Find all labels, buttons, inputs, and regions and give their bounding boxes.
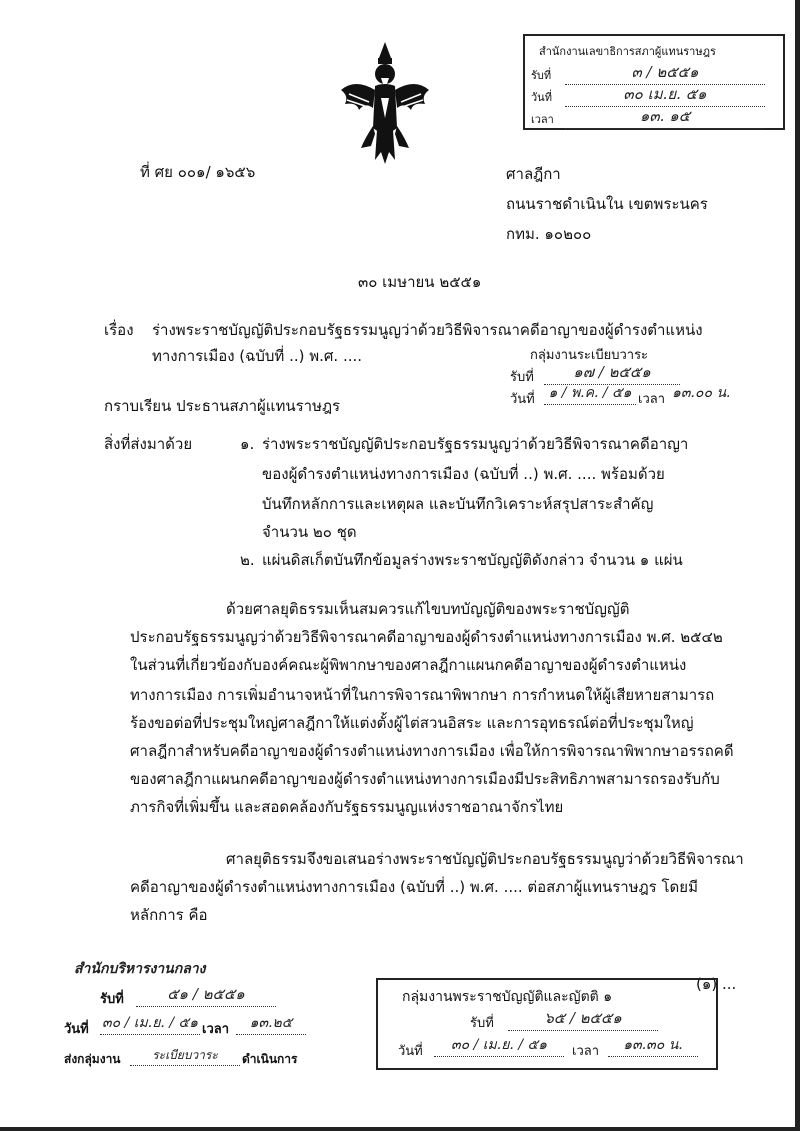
paragraph-1-line-3: ในส่วนที่เกี่ยวข้องกับองค์คณะผู้พิพากษาของศาลฎีกาแผนกคดีอาญาของผู้ดำรงตำแหน่ง (130, 656, 687, 674)
paragraph-1-line-2: ประกอบรัฐธรรมนูญว่าด้วยวิธีพิจารณาคดีอาญาของผู้ดำรงตำแหน่งทางการเมือง พ.ศ. ๒๕๔๒ (130, 628, 723, 646)
sender-line-2: ถนนราชดำเนินใน เขตพระนคร (506, 195, 708, 213)
br-date-label: วันที่ (398, 1044, 423, 1059)
paragraph-2-line-2: คดีอาญาของผู้ดำรงตำแหน่งทางการเมือง (ฉบับที่ ..) พ.ศ. .... ต่อสภาผู้แทนราษฎร โดยมี (130, 878, 698, 896)
stamp-date-value: ๓๐ เม.ย. ๕๑ (565, 82, 765, 107)
registry-time-label: เวลา (638, 392, 666, 407)
paragraph-2-line-1: ศาลยุติธรรมจึงขอเสนอร่างพระราชบัญญัติประกอบรัฐธรรมนูญว่าด้วยวิธีพิจารณา (226, 850, 744, 868)
br-stamp-title: กลุ่มงานพระราชบัญญัติและญัตติ ๑ (402, 989, 613, 1005)
bl-receive-label: รับที่ (100, 992, 124, 1007)
bl-action: ดำเนินการ (242, 1052, 298, 1066)
stamp-receive-value: ๓ / ๒๕๕๑ (565, 60, 765, 85)
paragraph-1-line-6: ศาลฎีกาสำหรับคดีอาญาของผู้ดำรงตำแหน่งทางการเมือง เพื่อให้การพิจารณาพิพากษาอรรถคดี (130, 742, 734, 760)
paragraph-1-line-8: ภารกิจที่เพิ่มขึ้น และสอดคล้องกับรัฐธรรมนูญแห่งราชอาณาจักรไทย (130, 798, 564, 816)
registry-stamp (510, 344, 731, 424)
stamp-time-value: ๑๓. ๑๕ (565, 104, 765, 129)
attachment-1-line-1: ร่างพระราชบัญญัติประกอบรัฐธรรมนูญว่าด้วยวิธีพิจารณาคดีอาญา (262, 435, 689, 453)
paragraph-1-line-5: ร้องขอต่อที่ประชุมใหญ่ศาลฎีกาให้แต่งตั้งผู้ไต่สวนอิสระ และการอุทธรณ์ต่อที่ประชุมใหญ่ (130, 714, 694, 732)
bl-date-value: ๓๐ / เม.ย. / ๕๑ (100, 1012, 200, 1035)
br-time-label: เวลา (572, 1044, 600, 1059)
stamp-date-label: วันที่ (531, 91, 552, 104)
stamp-title: สำนักงานเลขาธิการสภาผู้แทนราษฎร (539, 45, 716, 58)
continued-marker: (๑) ... (696, 975, 737, 993)
paragraph-1-line-1: ด้วยศาลยุติธรรมเห็นสมควรแก้ไขบทบัญญัติของพระราชบัญญัติ (226, 600, 630, 618)
br-date-value: ๓๐ / เม.ย. / ๕๑ (434, 1034, 564, 1057)
received-stamp-bottom-right (376, 978, 718, 1070)
garuda-emblem-icon (335, 38, 435, 168)
registry-receive-value: ๑๗ / ๒๕๕๑ (544, 360, 680, 385)
received-stamp-top (523, 34, 785, 130)
bl-time-label: เวลา (202, 1022, 230, 1037)
br-receive-label: รับที่ (470, 1016, 494, 1031)
reference-number: ที่ ศย ๐๐๑/ ๑๖๕๖ (140, 163, 256, 181)
attachment-1-line-4: จำนวน ๒๐ ชุด (262, 523, 357, 541)
attachment-1-number: ๑. (240, 435, 255, 453)
bl-forward-label: ส่งกลุ่มงาน (64, 1052, 121, 1066)
subject-line-2: ทางการเมือง (ฉบับที่ ..) พ.ศ. .... (152, 347, 363, 365)
subject-line-1: ร่างพระราชบัญญัติประกอบรัฐธรรมนูญว่าด้วยวิธีพิจารณาคดีอาญาของผู้ดำรงตำแหน่ง (152, 321, 703, 339)
paragraph-1-line-4: ทางการเมือง การเพิ่มอำนาจหน้าที่ในการพิจารณาพิพากษา การกำหนดให้ผู้เสียหายสามารถ (130, 686, 715, 704)
paragraph-2-line-3: หลักการ คือ (130, 906, 208, 924)
registry-receive-label: รับที่ (510, 370, 534, 385)
scan-border-bottom (0, 1127, 800, 1131)
sender-line-1: ศาลฎีกา (506, 165, 561, 183)
bl-time-value: ๑๓.๒๕ (236, 1012, 306, 1035)
attachment-1-line-3: บันทึกหลักการและเหตุผล และบันทึกวิเคราะห์สรุปสาระสำคัญ (262, 495, 654, 513)
attachments-label: สิ่งที่ส่งมาด้วย (104, 435, 193, 453)
letter-date: ๓๐ เมษายน ๒๕๕๑ (358, 273, 482, 291)
subject-label: เรื่อง (104, 321, 134, 339)
bl-date-label: วันที่ (64, 1022, 89, 1037)
paragraph-1-line-7: ของศาลฎีกาแผนกคดีอาญาของผู้ดำรงตำแหน่งทางการเมืองมีประสิทธิภาพสามารถรองรับกับ (130, 770, 720, 788)
registry-date-value: ๑ / พ.ค. / ๕๑ (544, 382, 636, 405)
br-receive-value: ๖๕ / ๒๕๕๑ (508, 1006, 658, 1031)
attachment-1-line-2: ของผู้ดำรงตำแหน่งทางการเมือง (ฉบับที่ ..) พ.ศ. .... พร้อมด้วย (262, 465, 665, 483)
scan-border-right (795, 0, 800, 1131)
stamp-receive-label: รับที่ (531, 69, 552, 82)
br-time-value: ๑๓.๓๐ น. (608, 1034, 698, 1057)
registry-title: กลุ่มงานระเบียบวาระ (530, 348, 649, 363)
attachment-2-number: ๒. (240, 551, 255, 569)
attachment-2-line-1: แผ่นดิสเก็ตบันทึกข้อมูลร่างพระราชบัญญัติดังกล่าว จำนวน ๑ แผ่น (262, 551, 683, 569)
salutation: กราบเรียน ประธานสภาผู้แทนราษฎร (104, 397, 341, 415)
bl-forward-value: ระเบียบวาระ (130, 1046, 240, 1066)
stamp-time-label: เวลา (531, 113, 554, 126)
sender-line-3: กทม. ๑๐๒๐๐ (506, 225, 592, 243)
bl-receive-value: ๕๑ / ๒๕๕๑ (136, 982, 276, 1007)
registry-date-label: วันที่ (510, 392, 535, 407)
received-stamp-bottom-left (64, 958, 324, 1098)
registry-time-value: ๑๓.๐๐ น. (672, 385, 731, 401)
bl-stamp-title: สำนักบริหารงานกลาง (74, 961, 206, 977)
